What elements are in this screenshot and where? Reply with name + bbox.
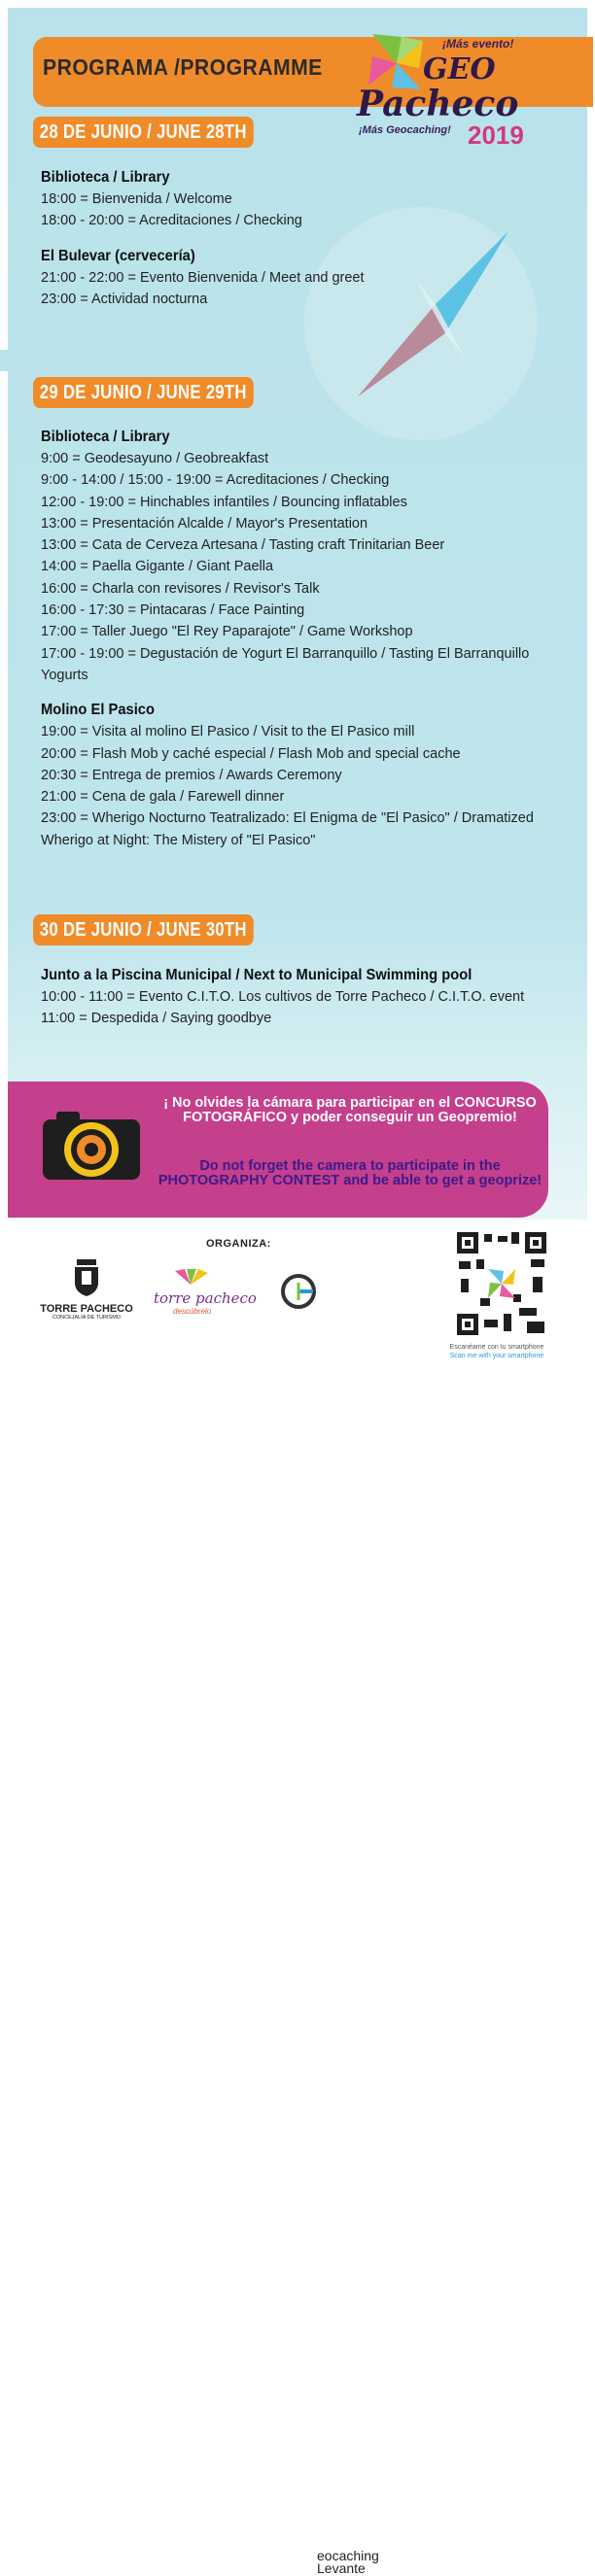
schedule-line: 13:00 = Cata de Cerveza Artesana / Tasting craft Trinitarian Beer — [41, 537, 445, 554]
logo-tagline-bottom: ¡Más Geocaching! — [359, 124, 451, 136]
torre-pacheco-brand-logo — [154, 1269, 257, 1316]
torre-pacheco-brand: torre pacheco — [154, 1289, 257, 1307]
schedule-line: 9:00 = Geodesayuno / Geobreakfast — [41, 451, 269, 466]
schedule-line: 12:00 - 19:00 = Hinchables infantiles / Bouncing inflatables — [41, 494, 407, 510]
organiza-label: ORGANIZA: — [206, 1238, 271, 1250]
schedule-line: 10:00 - 11:00 = Evento C.I.T.O. Los cultivos de Torre Pacheco / C.I.T.O. event — [41, 989, 525, 1005]
edge-fringe — [0, 350, 10, 371]
venue-title: Junto a la Piscina Municipal / Next to Municipal Swimming pool — [41, 967, 472, 983]
day-badge-30: 30 DE JUNIO / JUNE 30TH — [33, 914, 254, 945]
contest-text-english: Do not forget the camera to participate in the PHOTOGRAPHY CONTEST and be able to get a geoprize! — [158, 1158, 542, 1188]
schedule-line: 21:00 - 22:00 = Evento Bienvenida / Meet and greet — [41, 269, 365, 286]
page-title: PROGRAMA /PROGRAMME — [43, 54, 323, 80]
venue-title: Molino El Pasico — [41, 702, 155, 719]
schedule-line: 9:00 - 14:00 / 15:00 - 19:00 = Acreditaciones / Checking — [41, 472, 390, 489]
qr-code-icon[interactable] — [455, 1230, 548, 1337]
gc-line1: eocaching — [317, 2548, 379, 2563]
schedule-line: 17:00 - 19:00 = Degustación de Yogurt El Barranquillo / Tasting El Barranquillo Yogurts — [41, 645, 530, 683]
schedule-line: 17:00 = Taller Juego "El Rey Paparajote" / Game Workshop — [41, 624, 413, 640]
day-badge-29: 29 DE JUNIO / JUNE 29TH — [33, 377, 254, 408]
geocaching-circle-icon — [280, 1273, 317, 1310]
camera-icon — [39, 1106, 144, 1184]
venue-title: El Bulevar (cervecería) — [41, 247, 195, 264]
schedule-line: 18:00 - 20:00 = Acreditaciones / Checking — [41, 213, 302, 229]
logo-year: 2019 — [468, 120, 524, 150]
venue-title: Biblioteca / Library — [41, 429, 170, 445]
gc-line2: Levante — [317, 2560, 366, 2576]
schedule-line: 23:00 = Wherigo Nocturno Teatralizado: El Enigma de "El Pasico" / Dramatized Wherigo at Night: The Mistery of "El Pasico" — [41, 810, 534, 848]
day-29-schedule — [41, 429, 571, 851]
torre-pacheco-logo — [33, 1259, 140, 1321]
day-30-schedule — [41, 967, 571, 1030]
geocaching-levante-logo — [280, 1273, 379, 2576]
day-28-schedule — [41, 169, 571, 310]
logo-name: Pacheco — [357, 84, 519, 124]
qr-caption-spanish: Escanéame con tu smartphone — [449, 1344, 544, 1351]
descubrelo-slogan: descúbrelo — [173, 1307, 212, 1316]
logo-tagline-top: ¡Más evento! — [442, 37, 514, 51]
qr-caption-english: Scan me with your smartphone — [449, 1353, 544, 1359]
schedule-line: 20:30 = Entrega de premios / Awards Ceremony — [41, 767, 342, 783]
schedule-line: 23:00 = Actividad nocturna — [41, 291, 208, 307]
schedule-line: 16:00 - 17:30 = Pintacaras / Face Painting — [41, 602, 305, 619]
schedule-line: 21:00 = Cena de gala / Farewell dinner — [41, 789, 285, 806]
schedule-line: 18:00 = Bienvenida / Welcome — [41, 191, 232, 207]
schedule-line: 14:00 = Paella Gigante / Giant Paella — [41, 559, 274, 575]
concejalia-label: CONCEJALÍA DE TURISMO — [52, 1315, 122, 1321]
fan-icon — [171, 1269, 210, 1285]
venue-title: Biblioteca / Library — [41, 169, 170, 186]
schedule-line: 11:00 = Despedida / Saying goodbye — [41, 1011, 272, 1027]
schedule-line: 19:00 = Visita al molino El Pasico / Visit to the El Pasico mill — [41, 724, 415, 740]
contest-text-spanish: ¡ No olvides la cámara para participar en el CONCURSO FOTOGRÁFICO y poder conseguir un Geopremio! — [163, 1095, 537, 1125]
day-badge-28: 28 DE JUNIO / JUNE 28TH — [33, 117, 254, 148]
schedule-line: 20:00 = Flash Mob y caché especial / Flash Mob and special cache — [41, 745, 461, 762]
coat-of-arms-icon — [73, 1259, 100, 1296]
geocaching-levante-text — [317, 2550, 379, 2575]
schedule-line: 16:00 = Charla con revisores / Revisor's Talk — [41, 580, 320, 597]
geo-pacheco-logo — [355, 27, 540, 152]
torre-pacheco-name: TORRE PACHECO — [40, 1303, 133, 1315]
logo-geo: GEO — [423, 52, 496, 86]
schedule-line: 13:00 = Presentación Alcalde / Mayor's Presentation — [41, 515, 368, 532]
